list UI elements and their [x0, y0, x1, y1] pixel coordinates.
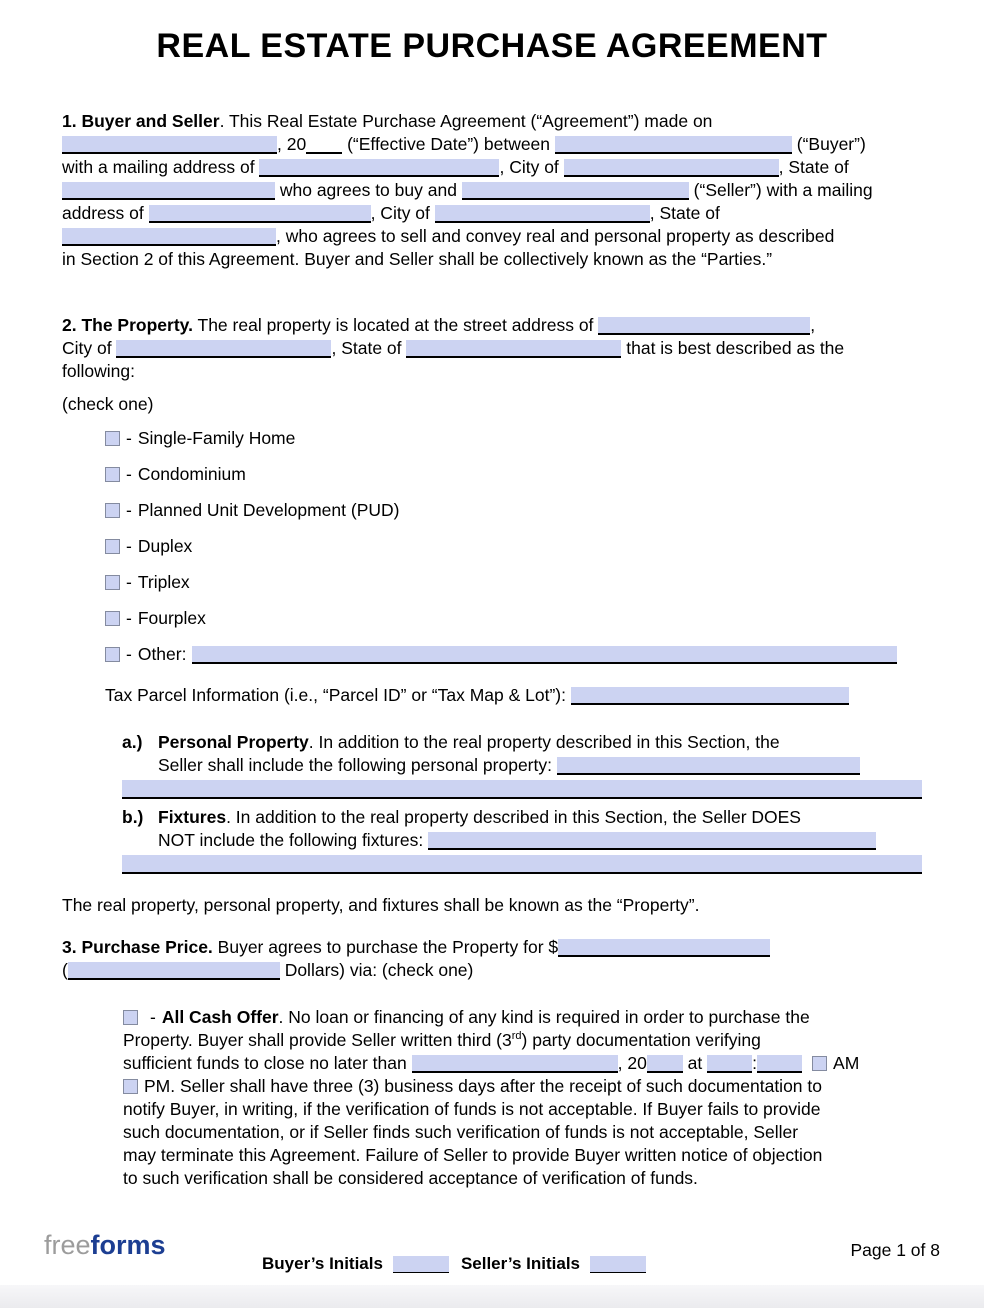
- street-address-field[interactable]: [598, 317, 810, 335]
- effective-year-field[interactable]: [306, 138, 342, 154]
- seller-city-field[interactable]: [435, 205, 650, 223]
- purchase-price-words-field[interactable]: [68, 962, 280, 980]
- tax-parcel-line: [105, 684, 922, 707]
- buyers-initials-field[interactable]: [393, 1256, 449, 1273]
- text: . No loan or financing of any kind is required in order to purchase the: [278, 1007, 810, 1027]
- checkbox-single-family-home[interactable]: [105, 431, 120, 446]
- option-duplex: [105, 535, 922, 558]
- am-label: AM: [833, 1053, 860, 1073]
- checkbox-am[interactable]: [812, 1056, 827, 1071]
- text: that is best described as the: [621, 338, 845, 358]
- text: City of: [62, 338, 117, 358]
- text: , City of: [499, 157, 564, 177]
- buyer-name-field[interactable]: [555, 136, 792, 154]
- property-type-checklist: [105, 427, 922, 666]
- buyer-address-field[interactable]: [259, 159, 499, 177]
- option-label: Fourplex: [137, 608, 206, 628]
- section-2-the-property: [62, 314, 922, 383]
- text: , 20: [277, 134, 307, 154]
- dash: -: [126, 608, 132, 628]
- fixtures-field[interactable]: [428, 832, 876, 850]
- option-condominium: [105, 463, 922, 486]
- dash: -: [126, 536, 132, 556]
- funds-hour-field[interactable]: [707, 1055, 752, 1073]
- text: address of: [62, 203, 149, 223]
- text: , who agrees to sell and convey real and personal property as described: [276, 226, 835, 246]
- checkbox-pud[interactable]: [105, 503, 120, 518]
- text: ,: [810, 315, 816, 335]
- property-city-field[interactable]: [116, 340, 331, 358]
- text: Buyer agrees to purchase the Property for $: [212, 937, 559, 957]
- other-description-field[interactable]: [192, 646, 897, 664]
- checkbox-pm[interactable]: [123, 1079, 138, 1094]
- option-label: Single-Family Home: [137, 428, 296, 448]
- text: PM. Seller shall have three (3) business days after the receipt of such documentation to: [144, 1076, 822, 1096]
- text: , 20: [617, 1053, 647, 1073]
- personal-property-field[interactable]: [557, 757, 860, 775]
- option-other: [105, 643, 922, 666]
- section-1-buyer-and-seller: [62, 110, 922, 271]
- text: may terminate this Agreement. Failure of Seller to provide Buyer written notice of objection: [123, 1145, 823, 1165]
- sellers-initials-label: Seller’s Initials: [460, 1254, 580, 1273]
- logo-free-text: free: [44, 1230, 91, 1260]
- option-pud: [105, 499, 922, 522]
- dash: -: [126, 572, 132, 592]
- text: The real property is located at the street address of: [192, 315, 599, 335]
- page-bottom-edge: [0, 1285, 984, 1308]
- option-label: Duplex: [137, 536, 193, 556]
- text: (“Seller”) with a mailing: [688, 180, 873, 200]
- text: , City of: [370, 203, 435, 223]
- page-number: Page 1 of 8: [850, 1240, 940, 1260]
- initials-row: [262, 1252, 658, 1275]
- item-letter: b.): [122, 807, 144, 827]
- text: , State of: [331, 338, 407, 358]
- text: NOT include the following fixtures:: [158, 830, 429, 850]
- option-label: Planned Unit Development (PUD): [137, 500, 400, 520]
- dash: -: [126, 644, 132, 664]
- option-fourplex: [105, 607, 922, 630]
- checkbox-duplex[interactable]: [105, 539, 120, 554]
- text: Property. Buyer shall provide Seller written third (3: [123, 1030, 512, 1050]
- text: . In addition to the real property described in this Section, the: [308, 732, 780, 752]
- option-label: Condominium: [137, 464, 246, 484]
- item-letter: a.): [122, 732, 143, 752]
- funds-year-field[interactable]: [647, 1055, 683, 1073]
- clause-heading: All Cash Offer: [161, 1007, 279, 1027]
- checkbox-all-cash-offer[interactable]: [123, 1010, 138, 1025]
- dash: -: [126, 464, 132, 484]
- text: to such verification shall be considered acceptance of verification of funds.: [123, 1168, 698, 1188]
- fixtures-clause: [122, 806, 922, 874]
- personal-property-field-line2[interactable]: [122, 780, 922, 799]
- text: (“Buyer”): [791, 134, 866, 154]
- text: (: [62, 960, 68, 980]
- property-state-field[interactable]: [406, 340, 621, 358]
- effective-date-field[interactable]: [62, 136, 277, 154]
- dash: -: [126, 428, 132, 448]
- text: (“Effective Date”) between: [342, 134, 555, 154]
- document-content: [62, 0, 922, 1190]
- dash: -: [150, 1007, 156, 1027]
- property-definition-line: The real property, personal property, and fixtures shall be known as the “Property”.: [62, 895, 700, 915]
- fixtures-field-line2[interactable]: [122, 855, 922, 874]
- seller-name-field[interactable]: [462, 182, 689, 200]
- text: who agrees to buy and: [275, 180, 462, 200]
- text: following:: [62, 361, 135, 381]
- text: such documentation, or if Seller finds such verification of funds is not acceptable, Seller: [123, 1122, 799, 1142]
- text: notify Buyer, in writing, if the verification of funds is not acceptable. If Buyer fails to provide: [123, 1099, 821, 1119]
- funds-date-field[interactable]: [412, 1055, 618, 1073]
- checkbox-condominium[interactable]: [105, 467, 120, 482]
- text: , State of: [778, 157, 849, 177]
- option-single-family-home: [105, 427, 922, 450]
- option-label: Other:: [137, 644, 187, 664]
- purchase-price-field[interactable]: [558, 939, 770, 957]
- checkbox-triplex[interactable]: [105, 575, 120, 590]
- checkbox-other[interactable]: [105, 647, 120, 662]
- dash: -: [126, 500, 132, 520]
- personal-property-clause: [122, 731, 922, 799]
- seller-state-field[interactable]: [62, 228, 276, 246]
- sellers-initials-field[interactable]: [590, 1256, 646, 1273]
- buyers-initials-label: Buyer’s Initials: [262, 1254, 383, 1273]
- section-3-purchase-price: [62, 936, 922, 982]
- buyer-state-field[interactable]: [62, 182, 275, 200]
- text: in Section 2 of this Agreement. Buyer and Seller shall be collectively known as the “Parties.”: [62, 249, 773, 269]
- seller-address-field[interactable]: [149, 205, 371, 223]
- page-title: REAL ESTATE PURCHASE AGREEMENT: [156, 27, 828, 65]
- clause-heading: Personal Property: [158, 732, 309, 752]
- check-one-label: (check one): [62, 394, 154, 414]
- tax-parcel-field[interactable]: [571, 687, 849, 705]
- buyer-city-field[interactable]: [564, 159, 779, 177]
- logo-forms-text: forms: [90, 1230, 166, 1260]
- freeforms-logo: [44, 1230, 166, 1260]
- text: at: [682, 1053, 708, 1073]
- text: sufficient funds to close no later than: [123, 1053, 412, 1073]
- funds-minute-field[interactable]: [757, 1055, 802, 1073]
- text: , State of: [649, 203, 720, 223]
- tax-parcel-label: Tax Parcel Information (i.e., “Parcel ID” or “Tax Map & Lot”):: [105, 685, 571, 705]
- ordinal-superscript: rd: [511, 1030, 522, 1043]
- text: with a mailing address of: [62, 157, 260, 177]
- option-triplex: [105, 571, 922, 594]
- checkbox-fourplex[interactable]: [105, 611, 120, 626]
- all-cash-offer-clause: [123, 1006, 922, 1190]
- section-3-heading: 3. Purchase Price.: [62, 937, 213, 957]
- text: ) party documentation verifying: [521, 1030, 761, 1050]
- text: . In addition to the real property described in this Section, the Seller DOES: [226, 807, 801, 827]
- text: :: [752, 1053, 758, 1073]
- section-1-heading: 1. Buyer and Seller: [62, 111, 220, 131]
- text: Dollars) via: (check one): [279, 960, 474, 980]
- text: Seller shall include the following personal property:: [158, 755, 557, 775]
- option-label: Triplex: [137, 572, 190, 592]
- text: . This Real Estate Purchase Agreement (“Agreement”) made on: [219, 111, 713, 131]
- clause-heading: Fixtures: [158, 807, 227, 827]
- section-2-heading: 2. The Property.: [62, 315, 193, 335]
